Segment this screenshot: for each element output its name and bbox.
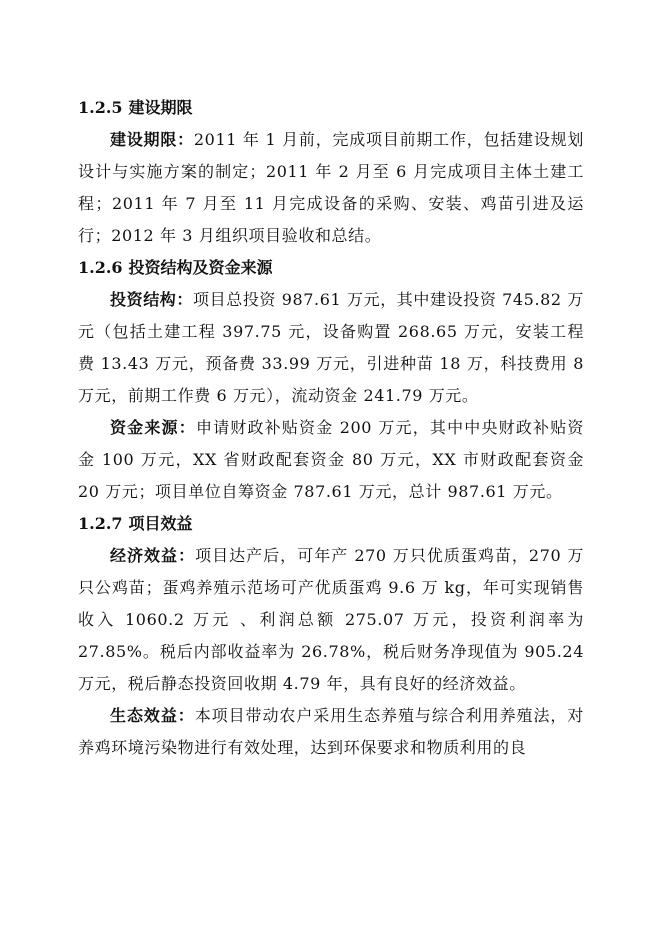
section-heading-benefits xyxy=(78,508,584,540)
paragraph-text: 项目总投资 987.61 万元，其中建设投资 745.82 万元（包括土建工程 397.75 元，设备购置 268.65 万元，安装工程费 13.43 万元，预备费 33.99 万元，引进种苗 18 万，科技费用 8 万元，前期工作费 6 万元），流动资金 241.79 万元。 xyxy=(78,290,584,405)
section-number: 1.2.5 xyxy=(78,98,123,117)
paragraph-funding-source xyxy=(78,412,584,508)
paragraph-text: 本项目带动农户采用生态养殖与综合利用养殖法，对养鸡环境污染物进行有效处理，达到环保要求和物质利用的良 xyxy=(78,706,584,757)
paragraph-lead: 投资结构： xyxy=(110,290,194,309)
section-title: 投资结构及资金来源 xyxy=(128,258,273,277)
paragraph-ecological-benefit xyxy=(78,700,584,764)
paragraph-text: 2011 年 1 月前，完成项目前期工作，包括建设规划设计与实施方案的制定；2011 年 2 月至 6 月完成项目主体土建工程；2011 年 7 月至 11 月完成设备的采购、安装、鸡苗引进及运行；2012 年 3 月组织项目验收和总结。 xyxy=(78,130,584,245)
paragraph-text: 项目达产后，可年产 270 万只优质蛋鸡苗，270 万只公鸡苗；蛋鸡养殖示范场可产优质蛋鸡 9.6 万 kg，年可实现销售收入 1060.2 万元 、利润总额 275.07 万元，投资利润率为 27.85%。税后内部收益率为 26.78%，税后财务净现值为 905.24 万元，税后静态投资回收期 4.79 年，具有良好的经济效益。 xyxy=(78,546,584,693)
paragraph-lead: 资金来源： xyxy=(110,418,196,437)
paragraph-investment-structure xyxy=(78,284,584,412)
section-title: 建设期限 xyxy=(128,98,193,117)
document-page xyxy=(78,92,584,764)
paragraph-economic-benefit xyxy=(78,540,584,700)
paragraph-text: 申请财政补贴资金 200 万元，其中中央财政补贴资金 100 万元，XX 省财政配套资金 80 万元，XX 市财政配套资金 20 万元；项目单位自筹资金 787.61 万元，总计 987.61 万元。 xyxy=(78,418,584,501)
paragraph-lead: 经济效益： xyxy=(110,546,196,565)
section-number: 1.2.6 xyxy=(78,258,123,277)
section-title: 项目效益 xyxy=(128,514,193,533)
section-heading-construction-period xyxy=(78,92,584,124)
paragraph-construction-period xyxy=(78,124,584,252)
section-heading-investment xyxy=(78,252,584,284)
paragraph-lead: 生态效益： xyxy=(110,706,195,725)
section-number: 1.2.7 xyxy=(78,514,123,533)
paragraph-lead: 建设期限： xyxy=(110,130,194,149)
